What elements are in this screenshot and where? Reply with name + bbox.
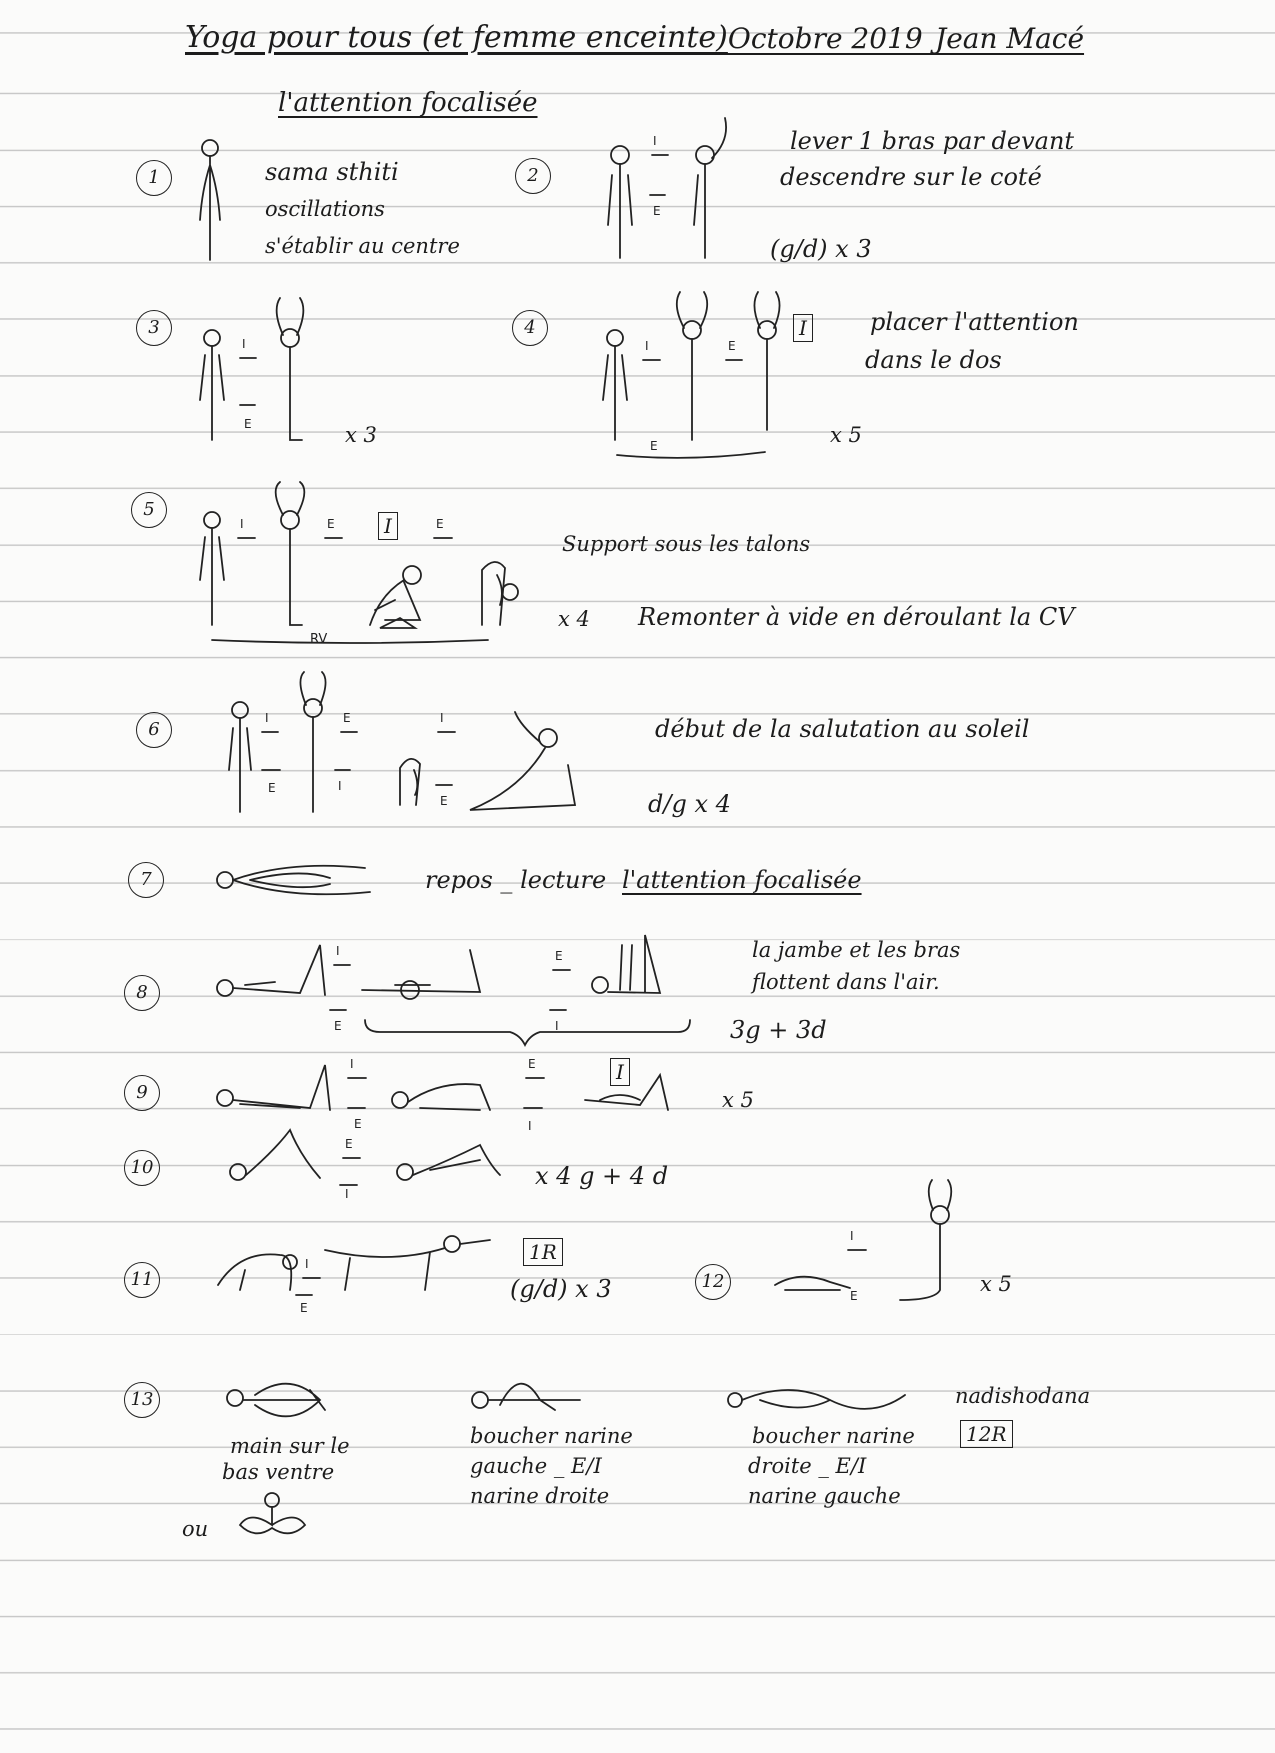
bridge-sequence-drawing — [217, 1057, 668, 1133]
step7-underlined: l'attention focalisée — [622, 866, 862, 894]
step9-reps: x 5 — [722, 1088, 754, 1112]
step2-text: lever 1 bras par devant — [790, 127, 1075, 155]
step-number: 9 — [124, 1075, 160, 1111]
step5-box: I — [378, 512, 398, 540]
svg-text:I: I — [338, 779, 342, 793]
inhale-mark: I — [653, 134, 657, 148]
step7-text: repos _ lecture — [425, 866, 607, 894]
step-number: 1 — [136, 160, 172, 196]
svg-text:E: E — [728, 339, 736, 353]
svg-text:E: E — [327, 517, 335, 531]
svg-text:I: I — [265, 711, 269, 725]
step4-text: placer l'attention — [870, 308, 1079, 336]
cat-cow-drawing — [218, 1236, 490, 1315]
step-number: 2 — [515, 158, 551, 194]
step13-col3: narine gauche — [748, 1484, 901, 1508]
step6-reps: d/g x 4 — [648, 790, 731, 818]
step13-col3: boucher narine — [752, 1424, 915, 1448]
step10-reps: x 4 g + 4 d — [535, 1162, 669, 1190]
step13-name: nadishodana — [955, 1384, 1091, 1408]
step-number: 5 — [131, 492, 167, 528]
step13-col1: bas ventre — [222, 1460, 335, 1484]
arms-and-forward-drawing — [603, 292, 780, 458]
both-arms-raise-drawing — [200, 298, 303, 440]
svg-text:I: I — [528, 1119, 532, 1133]
svg-text:I: I — [440, 711, 444, 725]
step1-text: s'établir au centre — [265, 234, 460, 258]
step-number: 10 — [124, 1150, 160, 1186]
svg-text:E: E — [528, 1057, 536, 1071]
svg-text:E: E — [244, 417, 252, 431]
step12-reps: x 5 — [980, 1272, 1012, 1296]
arm-raise-figure-drawing — [608, 118, 726, 258]
svg-text:E: E — [343, 711, 351, 725]
svg-text:I: I — [242, 337, 246, 351]
step13-col3: droite _ E/I — [748, 1454, 867, 1478]
step-number: 11 — [124, 1262, 160, 1298]
svg-text:E: E — [436, 517, 444, 531]
svg-text:I: I — [336, 944, 340, 958]
step4-reps: x 5 — [830, 423, 862, 447]
step-number: 7 — [128, 862, 164, 898]
step11-reps: (g/d) x 3 — [510, 1275, 612, 1303]
forward-bend-sequence-drawing — [200, 482, 518, 643]
svg-text:I: I — [240, 517, 244, 531]
step6-note: début de la salutation au soleil — [655, 715, 1030, 743]
svg-text:E: E — [354, 1117, 362, 1131]
step13-col1: main sur le — [230, 1434, 350, 1458]
step-number: 3 — [136, 310, 172, 346]
step5-reps: x 4 — [558, 607, 590, 631]
svg-text:I: I — [555, 1019, 559, 1033]
step3-reps: x 3 — [345, 423, 377, 447]
page-subtitle: l'attention focalisée — [278, 88, 538, 118]
step1-text: sama sthiti — [265, 158, 399, 186]
standing-figure-drawing — [200, 140, 220, 260]
step-number: 6 — [136, 712, 172, 748]
svg-text:E: E — [334, 1019, 342, 1033]
svg-text:E: E — [555, 949, 563, 963]
step13-or: ou — [182, 1517, 209, 1541]
step8-reps: 3g + 3d — [730, 1016, 827, 1044]
svg-text:E: E — [268, 781, 276, 795]
svg-text:I: I — [850, 1229, 854, 1243]
step13-box: 12R — [960, 1420, 1013, 1448]
step5-desc: Remonter à vide en déroulant la CV — [638, 603, 1075, 631]
roll-up-drawing — [775, 1180, 951, 1303]
step4-box: I — [793, 314, 813, 342]
step-number: 4 — [512, 310, 548, 346]
sun-salutation-drawing — [229, 672, 575, 812]
twist-sequence-drawing — [230, 1130, 500, 1201]
step8-text: la jambe et les bras — [752, 938, 961, 962]
svg-text:E: E — [850, 1289, 858, 1303]
step9-box: I — [610, 1058, 630, 1086]
svg-text:E: E — [440, 794, 448, 808]
step-number: 12 — [695, 1264, 731, 1300]
step4-text: dans le dos — [865, 346, 1002, 374]
svg-text:I: I — [645, 339, 649, 353]
step13-col2: gauche _ E/I — [470, 1454, 602, 1478]
svg-text:E: E — [650, 439, 658, 453]
step8-text: flottent dans l'air. — [752, 970, 940, 994]
page-title: Yoga pour tous (et femme enceinte) — [185, 20, 728, 55]
step13-col2: narine droite — [470, 1484, 610, 1508]
step5-note: Support sous les talons — [562, 532, 811, 556]
page-date: _ Octobre 2019 _ — [705, 22, 946, 55]
step5-rv-label: RV — [310, 632, 328, 647]
step2-text: descendre sur le coté — [780, 163, 1042, 191]
leg-raise-sequence-drawing — [217, 935, 690, 1045]
step-number: 13 — [124, 1382, 160, 1418]
breathing-poses-drawing — [227, 1384, 905, 1534]
svg-text:I: I — [350, 1057, 354, 1071]
relaxation-pose-drawing — [217, 866, 370, 895]
page-place: Jean Macé — [935, 22, 1085, 55]
step13-col2: boucher narine — [470, 1424, 633, 1448]
step2-reps: (g/d) x 3 — [770, 235, 872, 263]
svg-text:E: E — [300, 1301, 308, 1315]
step11-box: 1R — [523, 1238, 563, 1266]
svg-text:E: E — [345, 1137, 353, 1151]
exhale-mark: E — [653, 204, 661, 218]
svg-text:I: I — [345, 1187, 349, 1201]
step1-text: oscillations — [265, 197, 385, 221]
step-number: 8 — [124, 975, 160, 1011]
svg-text:I: I — [305, 1257, 309, 1271]
